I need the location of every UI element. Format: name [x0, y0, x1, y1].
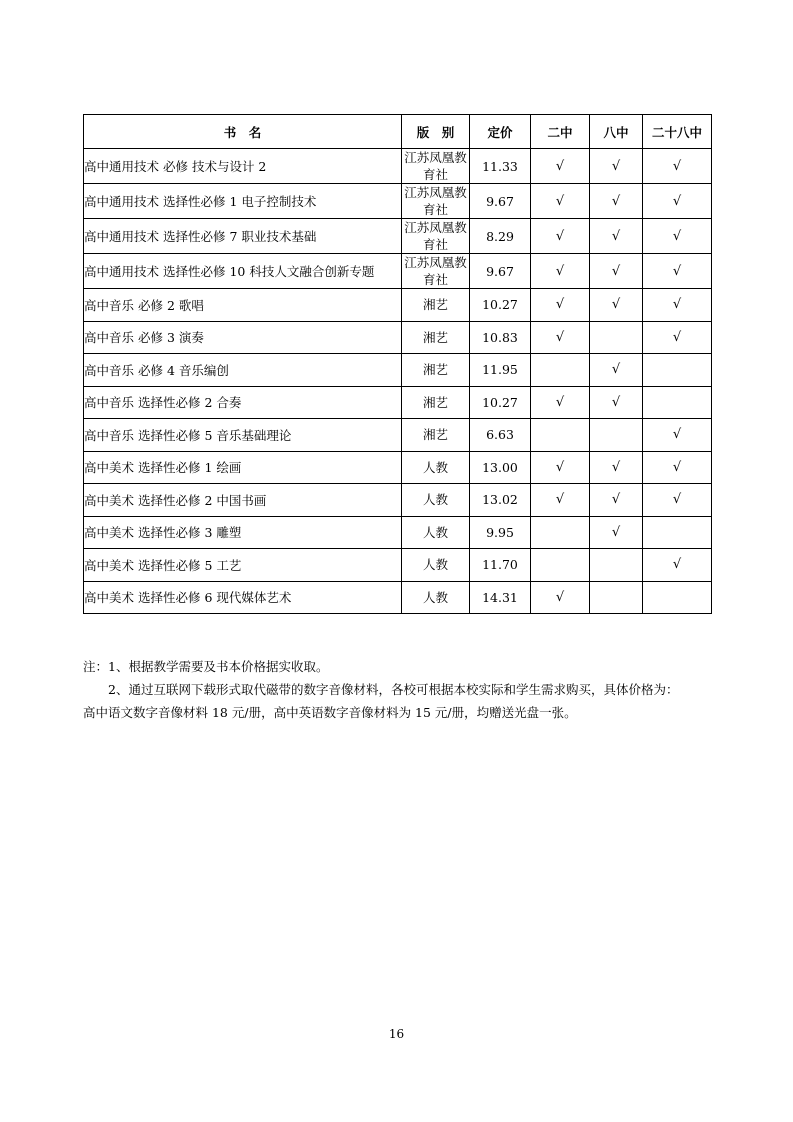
book-title: 高中音乐 选择性必修 2 合奏 — [84, 386, 402, 419]
school-2-mark — [531, 516, 590, 549]
book-publisher: 人教 — [402, 516, 470, 549]
school-28-mark: √ — [643, 321, 712, 354]
book-price: 11.70 — [470, 549, 531, 582]
book-title: 高中通用技术 选择性必修 1 电子控制技术 — [84, 184, 402, 219]
table-row — [84, 516, 712, 549]
book-title: 高中美术 选择性必修 5 工艺 — [84, 549, 402, 582]
school-8-mark: √ — [590, 451, 643, 484]
school-28-mark: √ — [643, 254, 712, 289]
school-8-mark: √ — [590, 484, 643, 517]
book-price: 6.63 — [470, 419, 531, 452]
header-title: 书 名 — [84, 115, 402, 149]
school-28-mark — [643, 386, 712, 419]
table-body — [84, 149, 712, 614]
school-28-mark — [643, 354, 712, 387]
school-8-mark: √ — [590, 516, 643, 549]
note-line-3: 高中语文数字音像材料 18 元/册，高中英语数字音像材料为 15 元/册，均赠送光盘一张。 — [83, 705, 577, 720]
book-title: 高中音乐 必修 3 演奏 — [84, 321, 402, 354]
book-price: 9.67 — [470, 254, 531, 289]
school-8-mark: √ — [590, 219, 643, 254]
book-price: 10.27 — [470, 289, 531, 322]
header-publisher: 版 别 — [402, 115, 470, 149]
book-price: 10.27 — [470, 386, 531, 419]
school-2-mark — [531, 549, 590, 582]
school-2-mark: √ — [531, 386, 590, 419]
book-publisher: 人教 — [402, 549, 470, 582]
book-title: 高中通用技术 选择性必修 10 科技人文融合创新专题 — [84, 254, 402, 289]
table-row — [84, 289, 712, 322]
school-2-mark: √ — [531, 289, 590, 322]
school-2-mark: √ — [531, 149, 590, 184]
school-28-mark: √ — [643, 149, 712, 184]
table-row — [84, 451, 712, 484]
page-number: 16 — [388, 1027, 405, 1041]
book-title: 高中音乐 选择性必修 5 音乐基础理论 — [84, 419, 402, 452]
textbook-table — [83, 114, 712, 614]
table-row — [84, 484, 712, 517]
school-8-mark: √ — [590, 289, 643, 322]
note-line-1: 注：1、根据教学需要及书本价格据实收取。 — [83, 659, 329, 674]
school-28-mark — [643, 516, 712, 549]
table-header-row — [84, 115, 712, 149]
school-28-mark: √ — [643, 184, 712, 219]
book-publisher: 人教 — [402, 484, 470, 517]
school-8-mark: √ — [590, 354, 643, 387]
header-school-2: 二中 — [531, 115, 590, 149]
school-2-mark — [531, 354, 590, 387]
book-title: 高中美术 选择性必修 1 绘画 — [84, 451, 402, 484]
school-8-mark — [590, 321, 643, 354]
school-8-mark — [590, 549, 643, 582]
school-2-mark: √ — [531, 484, 590, 517]
school-2-mark: √ — [531, 581, 590, 614]
book-publisher: 江苏凤凰教育社 — [402, 184, 470, 219]
book-publisher: 人教 — [402, 451, 470, 484]
book-publisher: 江苏凤凰教育社 — [402, 219, 470, 254]
table-row — [84, 219, 712, 254]
book-publisher: 湘艺 — [402, 419, 470, 452]
header-school-8: 八中 — [590, 115, 643, 149]
school-2-mark: √ — [531, 219, 590, 254]
book-publisher: 江苏凤凰教育社 — [402, 254, 470, 289]
school-28-mark: √ — [643, 419, 712, 452]
book-price: 11.95 — [470, 354, 531, 387]
school-2-mark: √ — [531, 321, 590, 354]
school-28-mark: √ — [643, 549, 712, 582]
header-price: 定价 — [470, 115, 531, 149]
book-title: 高中美术 选择性必修 3 雕塑 — [84, 516, 402, 549]
school-8-mark — [590, 581, 643, 614]
book-title: 高中通用技术 必修 技术与设计 2 — [84, 149, 402, 184]
school-2-mark: √ — [531, 451, 590, 484]
school-2-mark: √ — [531, 184, 590, 219]
book-title: 高中音乐 必修 2 歌唱 — [84, 289, 402, 322]
table-row — [84, 149, 712, 184]
notes — [83, 655, 723, 724]
book-publisher: 湘艺 — [402, 289, 470, 322]
header-school-28: 二十八中 — [643, 115, 712, 149]
table-row — [84, 354, 712, 387]
book-title: 高中美术 选择性必修 2 中国书画 — [84, 484, 402, 517]
school-28-mark: √ — [643, 484, 712, 517]
book-publisher: 人教 — [402, 581, 470, 614]
school-28-mark: √ — [643, 289, 712, 322]
book-price: 9.95 — [470, 516, 531, 549]
book-title: 高中通用技术 选择性必修 7 职业技术基础 — [84, 219, 402, 254]
school-2-mark — [531, 419, 590, 452]
table-row — [84, 549, 712, 582]
school-8-mark: √ — [590, 386, 643, 419]
book-price: 13.02 — [470, 484, 531, 517]
book-price: 8.29 — [470, 219, 531, 254]
school-28-mark — [643, 581, 712, 614]
book-price: 10.83 — [470, 321, 531, 354]
table-row — [84, 254, 712, 289]
book-price: 11.33 — [470, 149, 531, 184]
school-8-mark: √ — [590, 149, 643, 184]
school-2-mark: √ — [531, 254, 590, 289]
book-publisher: 湘艺 — [402, 386, 470, 419]
book-title: 高中音乐 必修 4 音乐编创 — [84, 354, 402, 387]
note-line-2: 2、通过互联网下载形式取代磁带的数字音像材料，各校可根据本校实际和学生需求购买，具体价格为： — [108, 682, 679, 697]
book-price: 14.31 — [470, 581, 531, 614]
table-row — [84, 321, 712, 354]
school-8-mark: √ — [590, 254, 643, 289]
table-row — [84, 419, 712, 452]
book-title: 高中美术 选择性必修 6 现代媒体艺术 — [84, 581, 402, 614]
book-publisher: 湘艺 — [402, 354, 470, 387]
book-publisher: 湘艺 — [402, 321, 470, 354]
school-28-mark: √ — [643, 451, 712, 484]
book-price: 13.00 — [470, 451, 531, 484]
table-row — [84, 581, 712, 614]
school-8-mark — [590, 419, 643, 452]
table-row — [84, 184, 712, 219]
book-price: 9.67 — [470, 184, 531, 219]
book-publisher: 江苏凤凰教育社 — [402, 149, 470, 184]
school-8-mark: √ — [590, 184, 643, 219]
school-28-mark: √ — [643, 219, 712, 254]
table-row — [84, 386, 712, 419]
